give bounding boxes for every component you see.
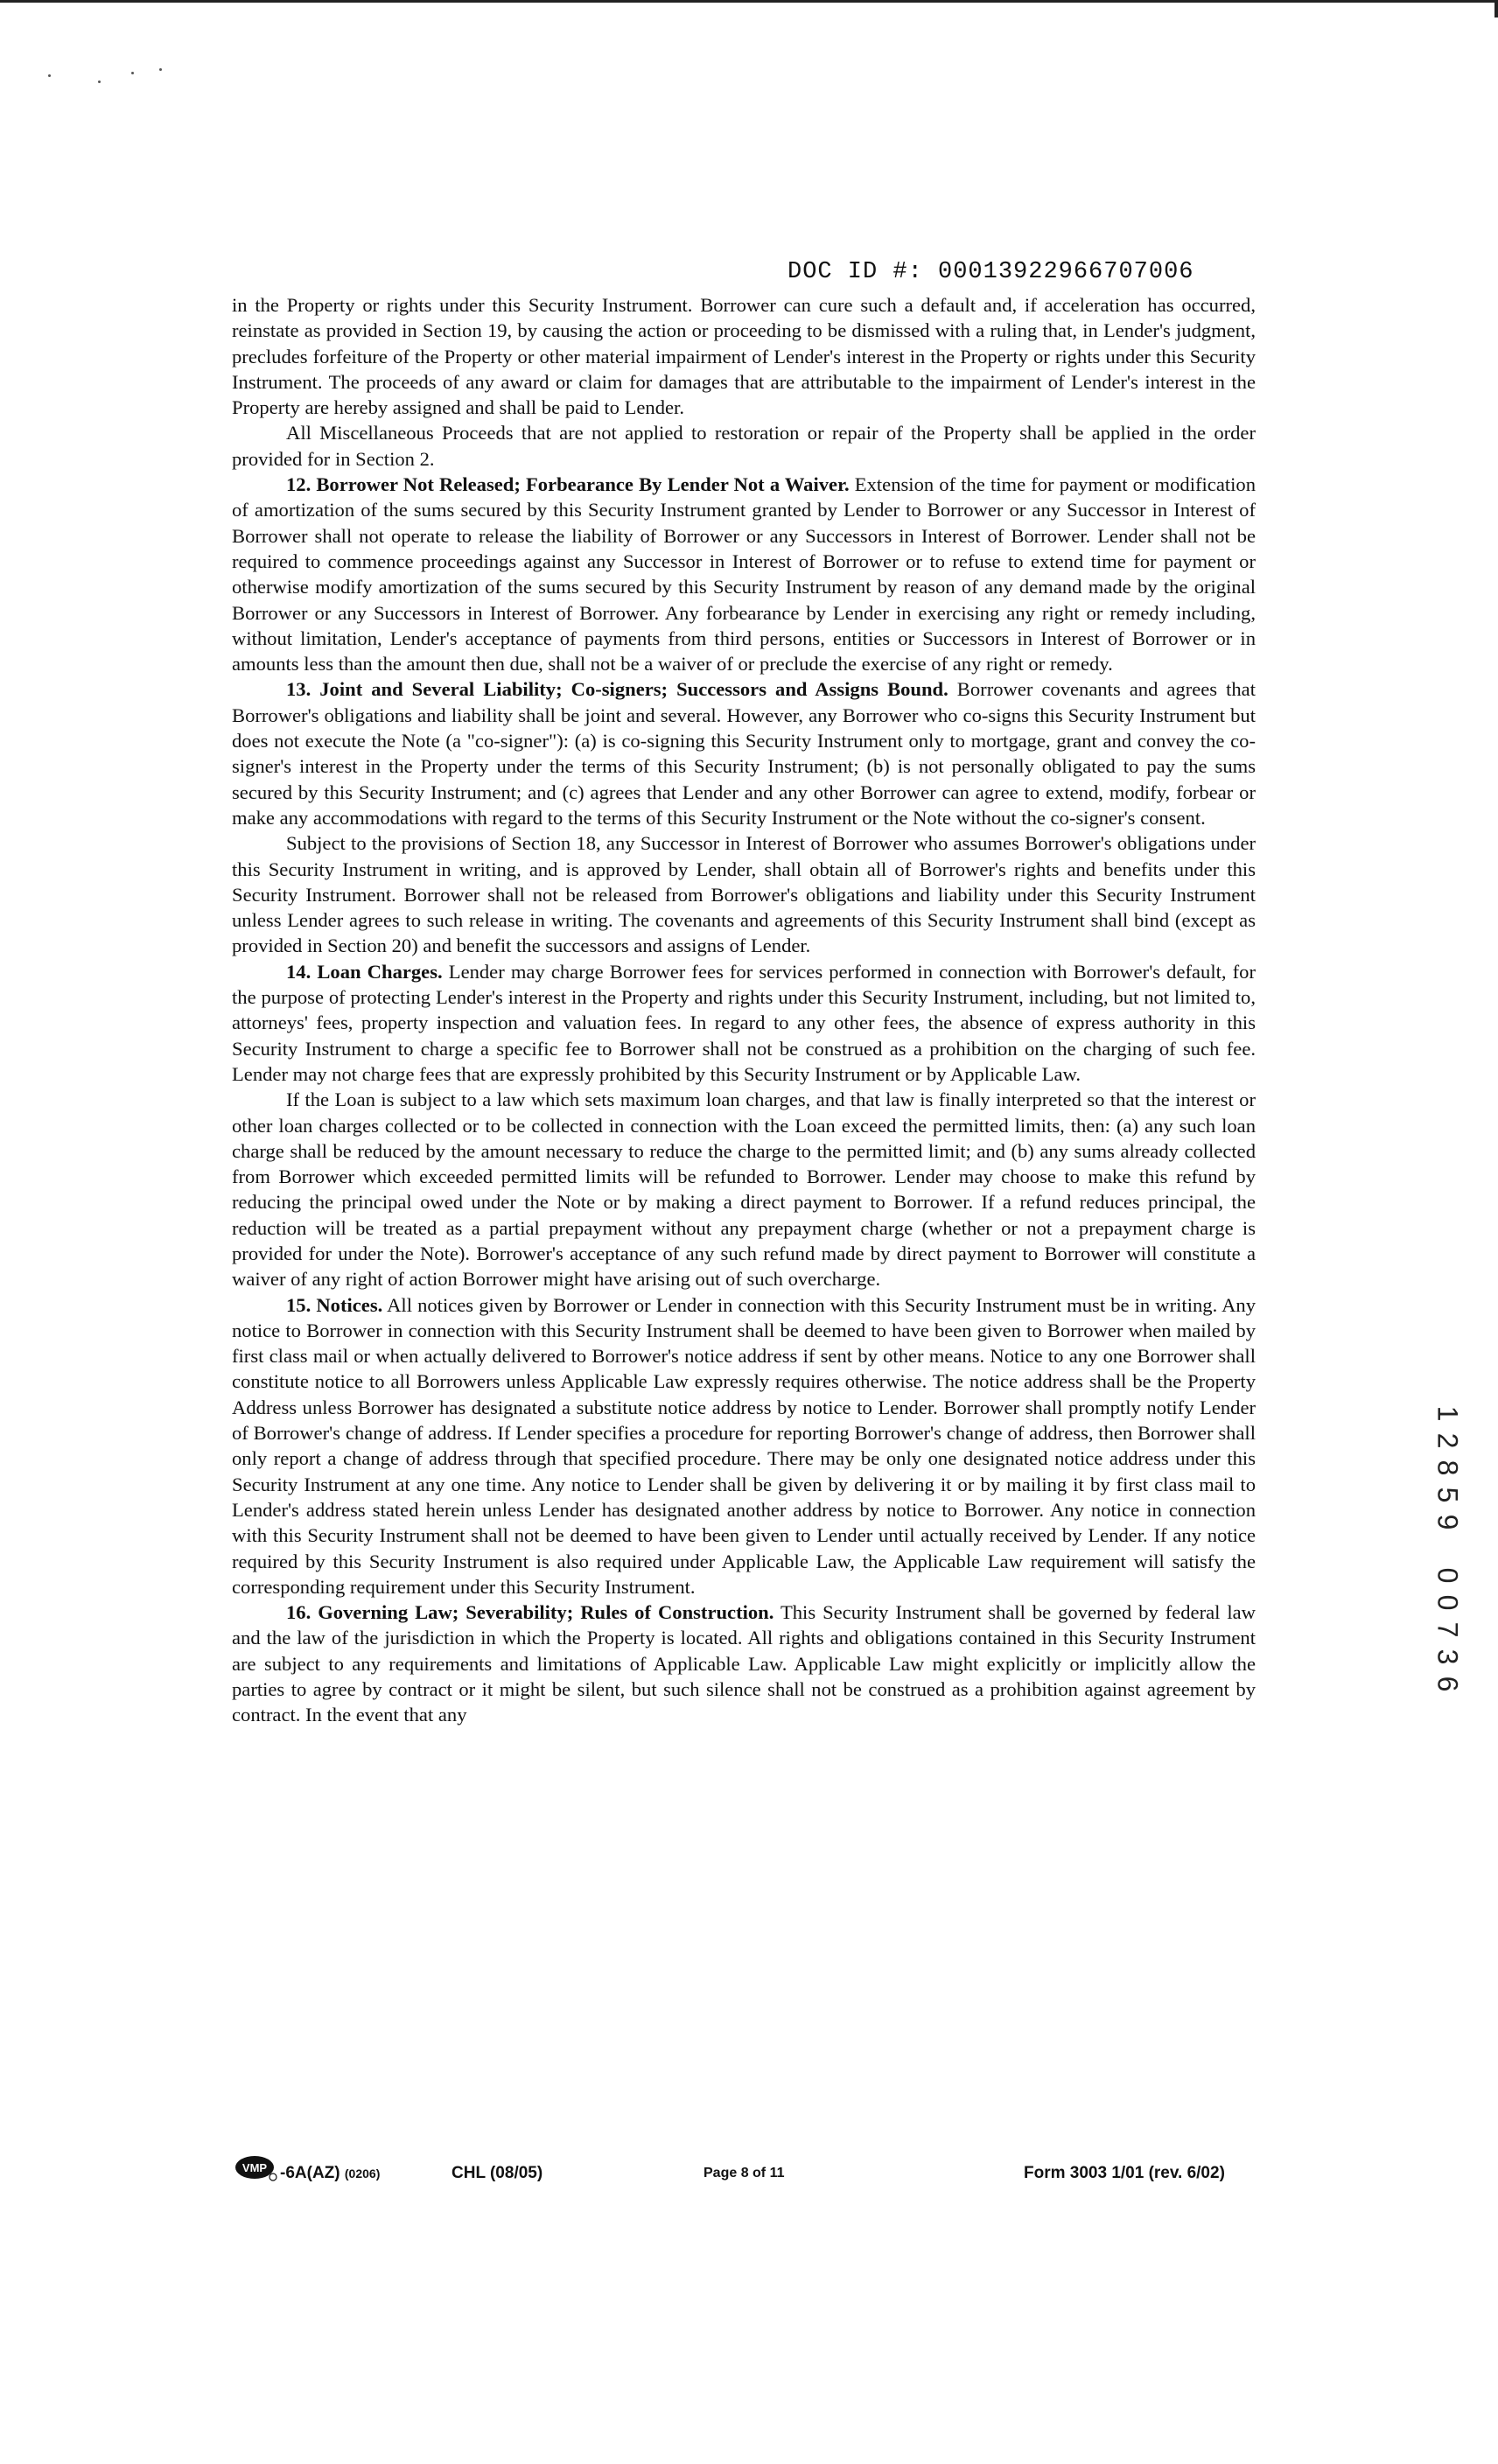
- section-14: [232, 959, 1256, 1087]
- section-12-text: Extension of the time for payment or modification of amortization of the sums secured by this Security Instrument granted by Lender to Borrower or any Successor in Interest of Borrower shall not operate to release the liability of Borrower or any Successors in Interest of Borrower. Lender shall not be required to commence proceedings against any Successor in Interest of Borrower or to refuse to extend time for payment or otherwise modify amortization of the sums secured by this Security Instrument by reason of any demand made by the original Borrower or any Successors in Interest of Borrower. Any forbearance by Lender in exercising any right or remedy including, without limitation, Lender's acceptance of payments from third persons, entities or Successors in Interest of Borrower or in amounts less than the amount then due, shall not be a waiver of or preclude the exercise of any right or remedy.: [232, 473, 1256, 676]
- section-12-heading: 12. Borrower Not Released; Forbearance By Lender Not a Waiver.: [286, 473, 850, 496]
- section-14-heading: 14. Loan Charges.: [286, 960, 443, 983]
- footer-form-number: Form 3003 1/01 (rev. 6/02): [1024, 2164, 1225, 2182]
- section-16: [232, 1600, 1256, 1727]
- side-number-group-1: [1430, 1400, 1465, 1536]
- scan-speck: [159, 68, 162, 71]
- document-body: [232, 292, 1256, 1728]
- side-digit: 8: [1432, 1460, 1464, 1476]
- side-recording-number: [1430, 1400, 1465, 1698]
- footer-form-code-date: (0206): [344, 2166, 381, 2180]
- footer-chl: CHL (08/05): [452, 2164, 543, 2182]
- side-digit: 7: [1432, 1621, 1464, 1638]
- page-footer: [234, 2155, 1258, 2190]
- section-15: [232, 1292, 1256, 1600]
- doc-id: DOC ID #: 00013922966707006: [788, 259, 1194, 285]
- scan-speck: [48, 74, 51, 77]
- scan-edge-top: [0, 0, 1498, 3]
- section-12: [232, 472, 1256, 676]
- side-digit: 2: [1432, 1432, 1464, 1449]
- paragraph-continuation: in the Property or rights under this Security Instrument. Borrower can cure such a default and, if acceleration has occurred, reinstate as provided in Section 19, by causing the action or proceeding to be dismissed with a ruling that, in Lender's judgment, precludes forfeiture of the Property or other material impairment of Lender's interest in the Property or rights under this Security Instrument. The proceeds of any award or claim for damages that are attributable to the impairment of Lender's interest in the Property are hereby assigned and shall be paid to Lender.: [232, 294, 1256, 419]
- scan-speck: [131, 72, 134, 74]
- footer-page-number: Page 8 of 11: [704, 2166, 785, 2180]
- section-13-heading: 13. Joint and Several Liability; Co-signers; Successors and Assigns Bound.: [286, 678, 948, 701]
- footer-form-code: [280, 2164, 380, 2183]
- section-15-heading: 15. Notices.: [286, 1293, 383, 1316]
- paragraph-misc-proceeds: All Miscellaneous Proceeds that are not applied to restoration or repair of the Property shall be applied in the order provided for in Section 2.: [232, 422, 1256, 470]
- section-14-paragraph-2: If the Loan is subject to a law which sets maximum loan charges, and that law is finally interpreted so that the interest or other loan charges collected or to be collected in connection with the Loan exceed the permitted limits, then: (a) any such loan charge shall be reduced by the amount necessary to reduce the charge to the permitted limit; and (b) any sums already collected from Borrower which exceeded permitted limits will be refunded to Borrower. Lender may choose to make this refund by reducing the principal owed under the Note or by making a direct payment to Borrower. If a refund reduces principal, the reduction will be treated as a partial prepayment without any prepayment charge (whether or not a prepayment charge is provided for under the Note). Borrower's acceptance of any such refund made by direct payment to Borrower will constitute a waiver of any right of action Borrower might have arising out of such overcharge.: [232, 1088, 1256, 1291]
- side-digit: 5: [1432, 1487, 1464, 1503]
- footer-form-code-text: -6A(AZ): [280, 2164, 340, 2182]
- side-digit: 9: [1432, 1514, 1464, 1530]
- side-digit: 0: [1432, 1594, 1464, 1611]
- vmp-logo-icon: [234, 2155, 280, 2181]
- side-digit: 0: [1432, 1567, 1464, 1584]
- side-number-group-2: [1430, 1562, 1465, 1698]
- section-16-heading: 16. Governing Law; Severability; Rules of Construction.: [286, 1601, 774, 1624]
- section-14-text: Lender may charge Borrower fees for services performed in connection with Borrower's default, for the purpose of protecting Lender's interest in the Property and rights under this Security Instrument, including, but not limited to, attorneys' fees, property inspection and valuation fees. In regard to any other fees, the absence of express authority in this Security Instrument to charge a specific fee to Borrower shall not be construed as a prohibition on the charging of such fee. Lender may not charge fees that are expressly prohibited by this Security Instrument or by Applicable Law.: [232, 960, 1256, 1085]
- side-digit: 6: [1432, 1676, 1464, 1692]
- section-15-text: All notices given by Borrower or Lender in connection with this Security Instrument must be in writing. Any notice to Borrower in connection with this Security Instrument shall be deemed to have been given to Borrower when mailed by first class mail or when actually delivered to Borrower's notice address if sent by other means. Notice to any one Borrower shall constitute notice to all Borrowers unless Applicable Law expressly requires otherwise. The notice address shall be the Property Address unless Borrower has designated a substitute notice address by notice to Lender. Borrower shall promptly notify Lender of Borrower's change of address. If Lender specifies a procedure for reporting Borrower's change of address, then Borrower shall only report a change of address through that specified procedure. There may be only one designated notice address under this Security Instrument at any one time. Any notice to Lender shall be given by delivering it or by mailing it by first class mail to Lender's address stated herein unless Lender has designated another address by notice to Borrower. Any notice in connection with this Security Instrument shall not be deemed to have been given to Lender until actually received by Lender. If any notice required by this Security Instrument is also required under Applicable Law, the Applicable Law requirement will satisfy the corresponding requirement under this Security Instrument.: [232, 1293, 1256, 1598]
- side-digit: 1: [1432, 1405, 1464, 1422]
- section-16-text: This Security Instrument shall be governed by federal law and the law of the jurisdiction in which the Property is located. All rights and obligations contained in this Security Instrument are subject to any requirements and limitations of Applicable Law. Applicable Law might explicitly or implicitly allow the parties to agree by contract or it might be silent, but such silence shall not be construed as a prohibition against agreement by contract. In the event that any: [232, 1601, 1256, 1726]
- scan-edge-right: [1494, 0, 1498, 18]
- vmp-logo-text: VMP: [242, 2161, 268, 2174]
- section-13: [232, 676, 1256, 830]
- section-13-text: Borrower covenants and agrees that Borrower's obligations and liability shall be joint and several. However, any Borrower who co-signs this Security Instrument but does not execute the Note (a "co-signer"): (a) is co-signing this Security Instrument only to mortgage, grant and convey the co-signer's interest in the Property under the terms of this Security Instrument; (b) is not personally obligated to pay the sums secured by this Security Instrument; and (c) agrees that Lender and any other Borrower can agree to extend, modify, forbear or make any accommodations with regard to the terms of this Security Instrument or the Note without the co-signer's consent.: [232, 678, 1256, 829]
- side-digit: 3: [1432, 1648, 1464, 1665]
- scan-speck: [98, 80, 101, 83]
- section-13-paragraph-2: Subject to the provisions of Section 18, any Successor in Interest of Borrower who assumes Borrower's obligations under this Security Instrument in writing, and is approved by Lender, shall obtain all of Borrower's rights and benefits under this Security Instrument. Borrower shall not be released from Borrower's obligations and liability under this Security Instrument unless Lender agrees to such release in writing. The covenants and agreements of this Security Instrument shall bind (except as provided in Section 20) and benefit the successors and assigns of Lender.: [232, 832, 1256, 957]
